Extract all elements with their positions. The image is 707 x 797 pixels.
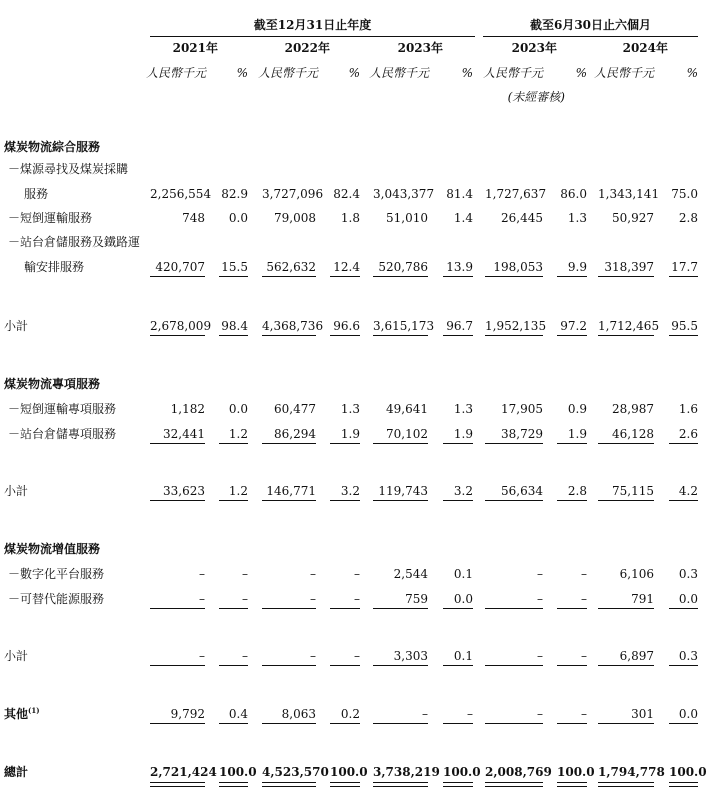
amount-cell: 4,368,736 xyxy=(262,319,324,333)
row-label: 服務 xyxy=(24,187,49,201)
percent-cell: 0.1 xyxy=(453,567,473,581)
amount-cell: 1,727,637 xyxy=(485,187,547,201)
cell-underline xyxy=(443,608,473,609)
cell-underline xyxy=(262,335,316,336)
cell-underline xyxy=(669,443,698,444)
amount-cell: 420,707 xyxy=(155,260,205,274)
cell-underline xyxy=(485,443,543,444)
amount-cell: 562,632 xyxy=(266,260,316,274)
cell-underline xyxy=(557,335,587,336)
cell-double-underline xyxy=(669,782,698,787)
percent-cell: 96.6 xyxy=(333,319,360,333)
percent-header: % xyxy=(686,66,698,80)
percent-header: % xyxy=(348,66,360,80)
row-label: －短倒運輸專項服務 xyxy=(8,402,117,416)
cell-underline xyxy=(219,335,248,336)
header-rule xyxy=(150,36,475,37)
percent-cell: 4.2 xyxy=(678,484,698,498)
amount-cell: 17,905 xyxy=(501,402,543,416)
cell-underline xyxy=(485,723,543,724)
percent-cell: 13.9 xyxy=(446,260,473,274)
percent-cell: – xyxy=(354,649,360,663)
amount-cell: 26,445 xyxy=(501,211,543,225)
amount-cell: 56,634 xyxy=(501,484,543,498)
row-label: 輸安排服務 xyxy=(24,260,85,274)
section-title: 煤炭物流專項服務 xyxy=(4,377,101,391)
amount-cell: 70,102 xyxy=(386,427,428,441)
amount-cell: – xyxy=(310,649,316,663)
percent-cell: 100.0 xyxy=(330,765,368,779)
amount-unit-header: 人民幣千元 xyxy=(369,66,430,80)
amount-cell: 75,115 xyxy=(612,484,654,498)
percent-cell: 100.0 xyxy=(557,765,595,779)
cell-underline xyxy=(373,443,428,444)
subtotal-label: 小計 xyxy=(4,649,29,663)
row-label: －站台倉儲專項服務 xyxy=(8,427,117,441)
percent-cell: 1.3 xyxy=(567,211,587,225)
amount-cell: 759 xyxy=(405,592,428,606)
percent-cell: – xyxy=(581,592,587,606)
year-header: 2022年 xyxy=(284,41,330,55)
year-header: 2023年 xyxy=(511,41,557,55)
percent-cell: 1.4 xyxy=(453,211,473,225)
amount-cell: 46,128 xyxy=(612,427,654,441)
cell-double-underline xyxy=(557,782,587,787)
row-label: －短倒運輸服務 xyxy=(8,211,93,225)
cell-underline xyxy=(373,276,428,277)
cell-underline xyxy=(485,608,543,609)
cell-underline xyxy=(150,443,205,444)
cell-underline xyxy=(598,723,654,724)
percent-cell: 75.0 xyxy=(671,187,698,201)
cell-underline xyxy=(262,276,316,277)
percent-cell: – xyxy=(242,649,248,663)
cell-underline xyxy=(262,723,316,724)
percent-header: % xyxy=(236,66,248,80)
cell-double-underline xyxy=(373,782,428,787)
cell-underline xyxy=(150,723,205,724)
percent-cell: 82.9 xyxy=(221,187,248,201)
cell-underline xyxy=(598,500,654,501)
cell-underline xyxy=(669,500,698,501)
period-full-year-header: 截至12月31日止年度 xyxy=(253,18,372,32)
cell-underline xyxy=(262,443,316,444)
percent-cell: 2.6 xyxy=(678,427,698,441)
amount-cell: 1,712,465 xyxy=(598,319,660,333)
cell-underline xyxy=(598,276,654,277)
amount-cell: – xyxy=(537,707,543,721)
percent-cell: 15.5 xyxy=(221,260,248,274)
percent-cell: 2.8 xyxy=(678,211,698,225)
cell-underline xyxy=(373,500,428,501)
percent-cell: 0.0 xyxy=(228,211,248,225)
amount-cell: 28,987 xyxy=(612,402,654,416)
amount-cell: 3,303 xyxy=(393,649,428,663)
cell-underline xyxy=(443,443,473,444)
footnote-marker: (1) xyxy=(28,706,40,715)
cell-underline xyxy=(669,665,698,666)
percent-cell: 2.8 xyxy=(567,484,587,498)
percent-cell: 3.2 xyxy=(453,484,473,498)
cell-underline xyxy=(262,665,316,666)
cell-double-underline xyxy=(443,782,473,787)
cell-underline xyxy=(150,500,205,501)
amount-cell: – xyxy=(310,592,316,606)
row-label: －煤源尋找及煤炭採購 xyxy=(8,162,129,176)
year-header: 2024年 xyxy=(622,41,668,55)
cell-underline xyxy=(373,665,428,666)
percent-cell: 96.7 xyxy=(446,319,473,333)
amount-cell: 3,043,377 xyxy=(373,187,435,201)
cell-underline xyxy=(219,608,248,609)
cell-underline xyxy=(557,723,587,724)
amount-cell: 2,008,769 xyxy=(485,765,552,779)
cell-double-underline xyxy=(262,782,316,787)
cell-underline xyxy=(150,335,205,336)
cell-underline xyxy=(443,665,473,666)
cell-underline xyxy=(485,276,543,277)
cell-underline xyxy=(557,276,587,277)
amount-cell: 51,010 xyxy=(386,211,428,225)
cell-underline xyxy=(150,665,205,666)
row-label: －數字化平台服務 xyxy=(8,567,105,581)
percent-cell: 0.3 xyxy=(678,567,698,581)
amount-cell: – xyxy=(537,592,543,606)
percent-cell: 0.3 xyxy=(678,649,698,663)
cell-underline xyxy=(330,665,360,666)
unaudited-note: (未經審核) xyxy=(507,90,565,104)
cell-underline xyxy=(669,335,698,336)
amount-cell: 4,523,570 xyxy=(262,765,329,779)
amount-cell: – xyxy=(199,649,205,663)
percent-cell: 0.0 xyxy=(678,707,698,721)
cell-underline xyxy=(262,608,316,609)
cell-underline xyxy=(219,276,248,277)
cell-underline xyxy=(373,723,428,724)
percent-cell: 1.2 xyxy=(228,427,248,441)
percent-cell: 9.9 xyxy=(567,260,587,274)
percent-cell: – xyxy=(581,567,587,581)
section-title: 煤炭物流綜合服務 xyxy=(4,140,101,154)
subtotal-label: 小計 xyxy=(4,484,29,498)
percent-cell: – xyxy=(354,567,360,581)
percent-cell: 0.0 xyxy=(453,592,473,606)
cell-underline xyxy=(485,335,543,336)
amount-cell: – xyxy=(310,567,316,581)
percent-cell: 0.9 xyxy=(567,402,587,416)
cell-underline xyxy=(598,665,654,666)
percent-cell: 0.0 xyxy=(678,592,698,606)
amount-unit-header: 人民幣千元 xyxy=(258,66,319,80)
cell-double-underline xyxy=(485,782,543,787)
percent-cell: 1.9 xyxy=(567,427,587,441)
amount-cell: 6,106 xyxy=(619,567,654,581)
header-rule xyxy=(483,36,698,37)
row-label: －站台倉儲服務及鐵路運 xyxy=(8,235,141,249)
percent-cell: 0.1 xyxy=(453,649,473,663)
percent-cell: – xyxy=(242,592,248,606)
amount-cell: 1,952,135 xyxy=(485,319,547,333)
amount-cell: 791 xyxy=(631,592,654,606)
percent-cell: 0.4 xyxy=(228,707,248,721)
cell-underline xyxy=(443,723,473,724)
cell-underline xyxy=(598,335,654,336)
cell-underline xyxy=(443,276,473,277)
percent-cell: 1.3 xyxy=(453,402,473,416)
percent-cell: 100.0 xyxy=(669,765,707,779)
amount-cell: 301 xyxy=(631,707,654,721)
cell-underline xyxy=(330,723,360,724)
percent-cell: 1.6 xyxy=(678,402,698,416)
cell-double-underline xyxy=(219,782,248,787)
percent-cell: 3.2 xyxy=(340,484,360,498)
cell-underline xyxy=(373,335,428,336)
cell-underline xyxy=(219,665,248,666)
amount-cell: 49,641 xyxy=(386,402,428,416)
amount-cell: 1,182 xyxy=(170,402,205,416)
amount-cell: 1,794,778 xyxy=(598,765,665,779)
percent-cell: 17.7 xyxy=(671,260,698,274)
cell-underline xyxy=(330,500,360,501)
percent-cell: 86.0 xyxy=(560,187,587,201)
others-label-text: 其他 xyxy=(4,707,29,721)
amount-cell: – xyxy=(199,567,205,581)
cell-underline xyxy=(443,335,473,336)
period-six-months-header: 截至6月30日止六個月 xyxy=(529,18,652,32)
cell-underline xyxy=(557,443,587,444)
percent-cell: 82.4 xyxy=(333,187,360,201)
percent-cell: – xyxy=(242,567,248,581)
percent-cell: – xyxy=(581,649,587,663)
amount-cell: 50,927 xyxy=(612,211,654,225)
amount-cell: 1,343,141 xyxy=(598,187,660,201)
cell-underline xyxy=(669,608,698,609)
total-label: 總計 xyxy=(4,765,29,779)
amount-cell: 8,063 xyxy=(281,707,316,721)
amount-cell: 2,678,009 xyxy=(150,319,212,333)
percent-cell: 1.2 xyxy=(228,484,248,498)
amount-cell: 60,477 xyxy=(274,402,316,416)
percent-cell: 1.9 xyxy=(340,427,360,441)
cell-underline xyxy=(150,608,205,609)
amount-cell: 198,053 xyxy=(493,260,543,274)
row-label: －可替代能源服務 xyxy=(8,592,105,606)
section-title: 煤炭物流增值服務 xyxy=(4,542,101,556)
cell-underline xyxy=(262,500,316,501)
percent-cell: 0.0 xyxy=(228,402,248,416)
cell-underline xyxy=(373,608,428,609)
year-header: 2023年 xyxy=(397,41,443,55)
cell-underline xyxy=(150,276,205,277)
amount-cell: 2,544 xyxy=(393,567,428,581)
amount-cell: 79,008 xyxy=(274,211,316,225)
cell-underline xyxy=(557,500,587,501)
amount-cell: – xyxy=(537,567,543,581)
percent-cell: 95.5 xyxy=(671,319,698,333)
percent-header: % xyxy=(575,66,587,80)
amount-cell: 3,727,096 xyxy=(262,187,324,201)
amount-cell: 33,623 xyxy=(163,484,205,498)
cell-underline xyxy=(598,608,654,609)
cell-double-underline xyxy=(598,782,654,787)
percent-cell: 12.4 xyxy=(333,260,360,274)
amount-cell: 2,256,554 xyxy=(150,187,212,201)
amount-cell: 6,897 xyxy=(619,649,654,663)
percent-cell: 0.2 xyxy=(340,707,360,721)
percent-cell: – xyxy=(354,592,360,606)
amount-cell: 146,771 xyxy=(266,484,316,498)
cell-underline xyxy=(485,665,543,666)
cell-underline xyxy=(443,500,473,501)
percent-header: % xyxy=(461,66,473,80)
percent-cell: – xyxy=(581,707,587,721)
cell-underline xyxy=(330,335,360,336)
amount-cell: 520,786 xyxy=(378,260,428,274)
percent-cell: – xyxy=(467,707,473,721)
amount-cell: 86,294 xyxy=(274,427,316,441)
percent-cell: 1.3 xyxy=(340,402,360,416)
percent-cell: 1.8 xyxy=(340,211,360,225)
percent-cell: 81.4 xyxy=(446,187,473,201)
cell-underline xyxy=(330,608,360,609)
percent-cell: 100.0 xyxy=(219,765,257,779)
amount-unit-header: 人民幣千元 xyxy=(594,66,655,80)
others-label xyxy=(4,707,40,721)
cell-underline xyxy=(330,443,360,444)
amount-cell: 748 xyxy=(182,211,205,225)
amount-cell: – xyxy=(199,592,205,606)
cell-double-underline xyxy=(150,782,205,787)
year-header: 2021年 xyxy=(172,41,218,55)
cell-underline xyxy=(219,500,248,501)
cell-underline xyxy=(219,443,248,444)
cell-underline xyxy=(598,443,654,444)
cell-underline xyxy=(669,276,698,277)
amount-cell: 9,792 xyxy=(170,707,205,721)
amount-cell: 119,743 xyxy=(378,484,428,498)
percent-cell: 1.9 xyxy=(453,427,473,441)
cell-underline xyxy=(219,723,248,724)
amount-cell: 2,721,424 xyxy=(150,765,217,779)
amount-cell: 318,397 xyxy=(604,260,654,274)
percent-cell: 97.2 xyxy=(560,319,587,333)
amount-unit-header: 人民幣千元 xyxy=(482,66,543,80)
cell-underline xyxy=(330,276,360,277)
amount-cell: – xyxy=(537,649,543,663)
percent-cell: 100.0 xyxy=(443,765,481,779)
amount-cell: 38,729 xyxy=(501,427,543,441)
amount-cell: 3,615,173 xyxy=(373,319,435,333)
cell-underline xyxy=(485,500,543,501)
cell-underline xyxy=(557,608,587,609)
amount-cell: 32,441 xyxy=(163,427,205,441)
subtotal-label: 小計 xyxy=(4,319,29,333)
amount-unit-header: 人民幣千元 xyxy=(146,66,207,80)
amount-cell: – xyxy=(422,707,428,721)
amount-cell: 3,738,219 xyxy=(373,765,440,779)
cell-underline xyxy=(669,723,698,724)
cell-double-underline xyxy=(330,782,360,787)
cell-underline xyxy=(557,665,587,666)
percent-cell: 98.4 xyxy=(221,319,248,333)
